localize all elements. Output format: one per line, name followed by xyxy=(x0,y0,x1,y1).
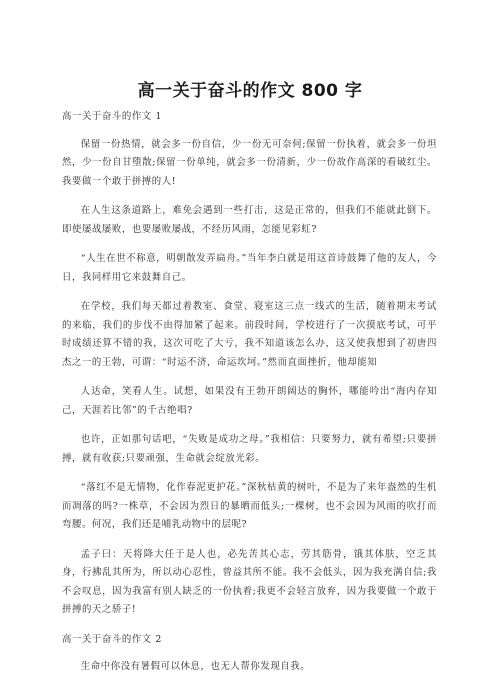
body-paragraph: 人达命，笑看人生。试想，如果没有王勃开朗阔达的胸怀，哪能吟出“海内存知己，天涯若比邻”的千古绝唱? xyxy=(62,386,437,416)
document-body xyxy=(62,108,437,688)
document-title: 高一关于奋斗的作文 800 字 xyxy=(137,81,363,101)
section-heading: 高一关于奋斗的作文 2 xyxy=(62,633,162,645)
body-paragraph: 孟子曰：天将降大任于是人也，必先苦其心志，劳其筋骨，饿其体肤，空乏其身，行拂乱其所为，所以动心忍性，曾益其所不能。我不会低头，因为我充满自信;我不会叹息，因为我富有别人缺乏的一份执着;我更不会轻言放弃，因为我要做一个敢于拼搏的天之骄子! xyxy=(62,548,437,615)
body-paragraph: 在人生这条道路上，难免会遇到一些打击，这是正常的，但我们不能就此倒下。即使屡战屡败，也要屡败屡战，不经历风雨，怎能见彩虹? xyxy=(62,205,437,235)
section-heading: 高一关于奋斗的作文 1 xyxy=(62,111,162,122)
body-paragraph: 生命中你没有暑假可以休息，也无人帮你发现自我。 xyxy=(80,661,311,672)
body-paragraph: 也许，正如那句话吧，“失败是成功之母。”我相信：只要努力，就有希望;只要拼搏，就有收获;只要顽强，生命就会绽放光彩。 xyxy=(62,434,437,464)
body-paragraph: 保留一份热情，就会多一份自信，少一份无可奈何;保留一份执着，就会多一份坦然，少一份自甘堕散;保留一份单纯，就会多一份清新，少一份故作高深的看破红尘。我要做一个敢于拼搏的人! xyxy=(62,138,437,187)
body-paragraph: “落红不是无情物，化作春泥更护花。”深秋枯黄的树叶，不是为了来年盎然的生机而凋落的吗?一株草，不会因为烈日的暴晒而低头;一棵树，也不会因为风雨的吹打而弯腰。何况，我们还是哺乳动物中的层呢? xyxy=(62,482,437,530)
body-paragraph: “人生在世不称意，明朝散发弄扁舟。”当年李白就是用这首诗鼓舞了他的友人，今日，我同样用它来鼓舞自己。 xyxy=(62,253,437,283)
body-paragraph: 在学校，我们每天都过着教室、食堂、寝室这三点一线式的生活，随着期末考试的来临，我们的步伐不由得加紧了起来。前段时间，学校进行了一次摸底考试，可平时成绩还算不错的我，这次可吃了大亏，我不知道该怎么办，这又使我想到了初唐四杰之一的王勃，可谓：“时运不济，命运坎坷。”然而直面挫折，他却能知 xyxy=(62,301,437,368)
